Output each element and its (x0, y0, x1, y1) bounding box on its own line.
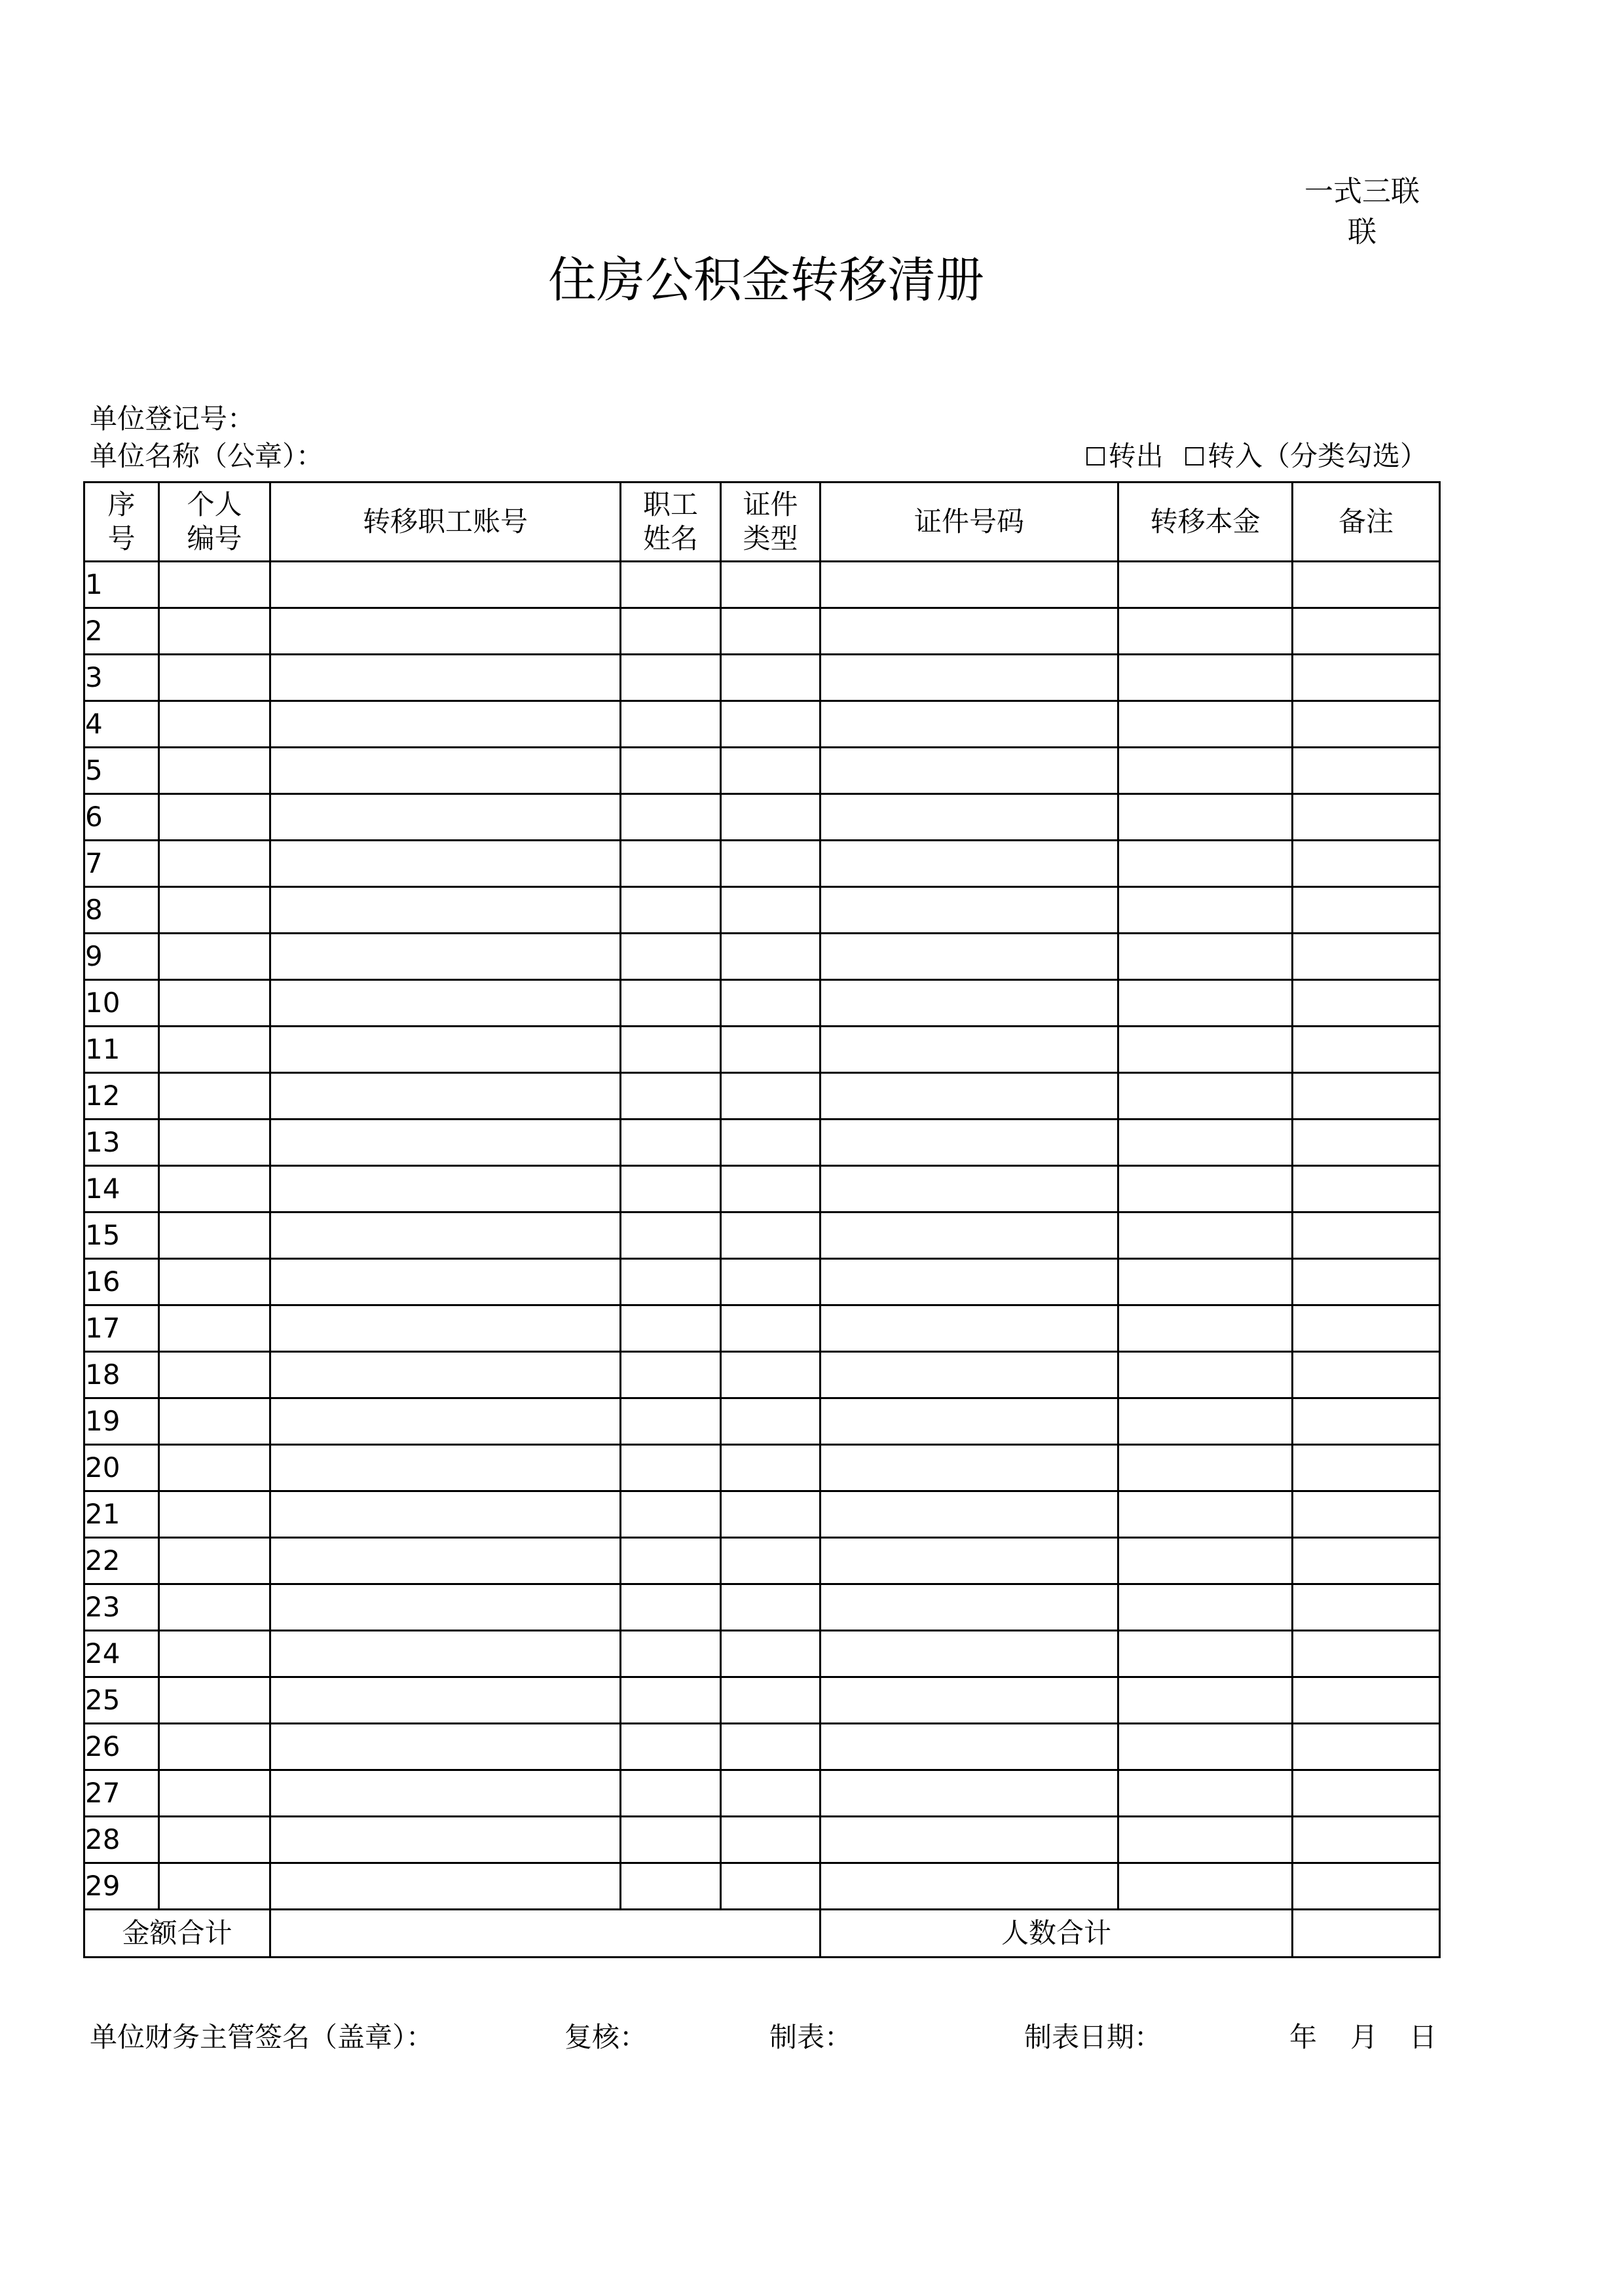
id-type-cell[interactable] (721, 1445, 821, 1491)
personal-no-cell[interactable] (159, 748, 270, 794)
transfer-type-options (1086, 437, 1428, 476)
id-number-cell[interactable] (821, 1724, 1118, 1770)
row-seq-number: 10 (84, 980, 159, 1027)
employee-name-cell[interactable] (621, 1259, 721, 1305)
remark-cell[interactable] (1293, 1120, 1440, 1166)
employee-name-cell[interactable] (621, 1027, 721, 1073)
copies-note-line1: 一式三联 (1304, 175, 1420, 208)
personal-no-cell[interactable] (159, 887, 270, 934)
table-row (84, 1120, 1440, 1166)
copies-note (1280, 172, 1444, 253)
principal-cell[interactable] (1118, 1259, 1293, 1305)
id-number-cell[interactable] (821, 562, 1118, 608)
id-number-cell[interactable] (821, 1863, 1118, 1910)
table-row (84, 1770, 1440, 1817)
header-remark: 备注 (1293, 483, 1440, 562)
table-row (84, 1073, 1440, 1120)
total-count-cell[interactable] (1293, 1910, 1440, 1958)
principal-cell[interactable] (1118, 1352, 1293, 1398)
row-seq-number: 5 (84, 748, 159, 794)
personal-no-cell[interactable] (159, 1120, 270, 1166)
row-seq-number: 23 (84, 1584, 159, 1631)
personal-no-cell[interactable] (159, 841, 270, 887)
account-cell[interactable] (270, 1631, 621, 1677)
id-number-cell[interactable] (821, 1677, 1118, 1724)
account-cell[interactable] (270, 1259, 621, 1305)
row-seq-number: 21 (84, 1491, 159, 1538)
total-count-label: 人数合计 (821, 1910, 1293, 1958)
id-type-cell[interactable] (721, 794, 821, 841)
employee-name-cell[interactable] (621, 1073, 721, 1120)
id-type-cell[interactable] (721, 841, 821, 887)
id-number-cell[interactable] (821, 655, 1118, 701)
table-row (84, 1817, 1440, 1863)
remark-cell[interactable] (1293, 1398, 1440, 1445)
personal-no-cell[interactable] (159, 1584, 270, 1631)
table-row (84, 1398, 1440, 1445)
principal-cell[interactable] (1118, 934, 1293, 980)
row-seq-number: 19 (84, 1398, 159, 1445)
principal-cell[interactable] (1118, 1538, 1293, 1584)
unit-registration-label: 单位登记号： (90, 403, 255, 435)
transfer-in-option[interactable] (1185, 437, 1428, 476)
employee-name-cell[interactable] (621, 1677, 721, 1724)
account-cell[interactable] (270, 1073, 621, 1120)
principal-cell[interactable] (1118, 1445, 1293, 1491)
personal-no-cell[interactable] (159, 1352, 270, 1398)
employee-name-cell[interactable] (621, 655, 721, 701)
id-number-cell[interactable] (821, 748, 1118, 794)
id-type-cell[interactable] (721, 1584, 821, 1631)
employee-name-cell[interactable] (621, 608, 721, 655)
personal-no-cell[interactable] (159, 701, 270, 748)
table-row (84, 1631, 1440, 1677)
table-row (84, 887, 1440, 934)
account-cell[interactable] (270, 1027, 621, 1073)
principal-cell[interactable] (1118, 748, 1293, 794)
account-cell[interactable] (270, 562, 621, 608)
page-title: 住房公积金转移清册 (548, 252, 984, 308)
row-seq-number: 20 (84, 1445, 159, 1491)
id-type-cell[interactable] (721, 934, 821, 980)
id-number-cell[interactable] (821, 1491, 1118, 1538)
personal-no-cell[interactable] (159, 1166, 270, 1212)
personal-no-cell[interactable] (159, 1631, 270, 1677)
remark-cell[interactable] (1293, 1166, 1440, 1212)
header-principal: 转移本金 (1118, 483, 1293, 562)
prepared-date-label: 制表日期： (1024, 2021, 1162, 2053)
principal-cell[interactable] (1118, 1863, 1293, 1910)
employee-name-cell[interactable] (621, 841, 721, 887)
total-amount-cell[interactable] (270, 1910, 821, 1958)
totals-row (84, 1910, 1440, 1958)
account-cell[interactable] (270, 1166, 621, 1212)
personal-no-cell[interactable] (159, 1538, 270, 1584)
row-seq-number: 24 (84, 1631, 159, 1677)
table-row (84, 655, 1440, 701)
id-type-cell[interactable] (721, 1863, 821, 1910)
account-cell[interactable] (270, 794, 621, 841)
remark-cell[interactable] (1293, 1538, 1440, 1584)
table-row (84, 1584, 1440, 1631)
table-row (84, 934, 1440, 980)
employee-name-cell[interactable] (621, 1631, 721, 1677)
account-cell[interactable] (270, 1724, 621, 1770)
id-type-cell[interactable] (721, 1631, 821, 1677)
employee-name-cell[interactable] (621, 1120, 721, 1166)
remark-cell[interactable] (1293, 1863, 1440, 1910)
employee-name-cell[interactable] (621, 701, 721, 748)
table-row (84, 1445, 1440, 1491)
principal-cell[interactable] (1118, 887, 1293, 934)
employee-name-cell[interactable] (621, 1770, 721, 1817)
remark-cell[interactable] (1293, 1677, 1440, 1724)
employee-name-cell[interactable] (621, 748, 721, 794)
remark-cell[interactable] (1293, 608, 1440, 655)
id-number-cell[interactable] (821, 1631, 1118, 1677)
remark-cell[interactable] (1293, 1259, 1440, 1305)
row-seq-number: 14 (84, 1166, 159, 1212)
row-seq-number: 16 (84, 1259, 159, 1305)
id-number-cell[interactable] (821, 1212, 1118, 1259)
id-type-cell[interactable] (721, 1259, 821, 1305)
account-cell[interactable] (270, 934, 621, 980)
employee-name-cell[interactable] (621, 794, 721, 841)
id-type-cell[interactable] (721, 1677, 821, 1724)
employee-name-cell[interactable] (621, 1538, 721, 1584)
employee-name-cell[interactable] (621, 980, 721, 1027)
account-cell[interactable] (270, 1817, 621, 1863)
id-number-cell[interactable] (821, 794, 1118, 841)
row-seq-number: 4 (84, 701, 159, 748)
personal-no-cell[interactable] (159, 934, 270, 980)
remark-cell[interactable] (1293, 748, 1440, 794)
id-type-cell[interactable] (721, 1491, 821, 1538)
row-seq-number: 1 (84, 562, 159, 608)
remark-cell[interactable] (1293, 701, 1440, 748)
row-seq-number: 2 (84, 608, 159, 655)
header-id-number: 证件号码 (821, 483, 1118, 562)
personal-no-cell[interactable] (159, 1259, 270, 1305)
date-month-label: 月 (1350, 2021, 1378, 2053)
row-seq-number: 7 (84, 841, 159, 887)
remark-cell[interactable] (1293, 655, 1440, 701)
account-cell[interactable] (270, 1212, 621, 1259)
principal-cell[interactable] (1118, 701, 1293, 748)
id-number-cell[interactable] (821, 1259, 1118, 1305)
remark-cell[interactable] (1293, 887, 1440, 934)
employee-name-cell[interactable] (621, 887, 721, 934)
account-cell[interactable] (270, 655, 621, 701)
account-cell[interactable] (270, 1863, 621, 1910)
employee-name-cell[interactable] (621, 1817, 721, 1863)
personal-no-cell[interactable] (159, 1817, 270, 1863)
id-type-cell[interactable] (721, 1212, 821, 1259)
employee-name-cell[interactable] (621, 1445, 721, 1491)
account-cell[interactable] (270, 887, 621, 934)
table-row (84, 841, 1440, 887)
personal-no-cell[interactable] (159, 1770, 270, 1817)
id-number-cell[interactable] (821, 1584, 1118, 1631)
transfer-out-label: 转出 (1108, 440, 1164, 472)
id-number-cell[interactable] (821, 887, 1118, 934)
id-number-cell[interactable] (821, 701, 1118, 748)
account-cell[interactable] (270, 1770, 621, 1817)
principal-cell[interactable] (1118, 562, 1293, 608)
remark-cell[interactable] (1293, 1027, 1440, 1073)
remark-cell[interactable] (1293, 1212, 1440, 1259)
personal-no-cell[interactable] (159, 1027, 270, 1073)
personal-no-cell[interactable] (159, 980, 270, 1027)
id-type-cell[interactable] (721, 1770, 821, 1817)
employee-name-cell[interactable] (621, 1584, 721, 1631)
row-seq-number: 6 (84, 794, 159, 841)
review-label: 复核： (564, 2021, 648, 2053)
personal-no-cell[interactable] (159, 1212, 270, 1259)
id-number-cell[interactable] (821, 1352, 1118, 1398)
id-type-cell[interactable] (721, 980, 821, 1027)
principal-cell[interactable] (1118, 794, 1293, 841)
total-amount-label: 金额合计 (84, 1910, 270, 1958)
principal-cell[interactable] (1118, 1770, 1293, 1817)
remark-cell[interactable] (1293, 562, 1440, 608)
personal-no-cell[interactable] (159, 794, 270, 841)
id-type-cell[interactable] (721, 1352, 821, 1398)
header-personal-no: 个人 编号 (159, 483, 270, 562)
principal-cell[interactable] (1118, 655, 1293, 701)
id-type-cell[interactable] (721, 887, 821, 934)
principal-cell[interactable] (1118, 608, 1293, 655)
transfer-in-label: 转入（分类勾选） (1207, 440, 1428, 472)
remark-cell[interactable] (1293, 841, 1440, 887)
personal-no-cell[interactable] (159, 655, 270, 701)
remark-cell[interactable] (1293, 1817, 1440, 1863)
principal-cell[interactable] (1118, 1631, 1293, 1677)
id-type-cell[interactable] (721, 562, 821, 608)
principal-cell[interactable] (1118, 841, 1293, 887)
principal-cell[interactable] (1118, 980, 1293, 1027)
id-type-cell[interactable] (721, 655, 821, 701)
remark-cell[interactable] (1293, 1770, 1440, 1817)
id-number-cell[interactable] (821, 1538, 1118, 1584)
transfer-register-table (83, 481, 1441, 1958)
id-type-cell[interactable] (721, 1398, 821, 1445)
id-type-cell[interactable] (721, 1538, 821, 1584)
row-seq-number: 28 (84, 1817, 159, 1863)
header-id-type: 证件 类型 (721, 483, 821, 562)
employee-name-cell[interactable] (621, 1863, 721, 1910)
employee-name-cell[interactable] (621, 934, 721, 980)
id-type-cell[interactable] (721, 748, 821, 794)
row-seq-number: 15 (84, 1212, 159, 1259)
principal-cell[interactable] (1118, 1817, 1293, 1863)
id-number-cell[interactable] (821, 1073, 1118, 1120)
personal-no-cell[interactable] (159, 1677, 270, 1724)
table-row (84, 794, 1440, 841)
table-row (84, 980, 1440, 1027)
personal-no-cell[interactable] (159, 608, 270, 655)
table-row (84, 562, 1440, 608)
remark-cell[interactable] (1293, 794, 1440, 841)
id-number-cell[interactable] (821, 1398, 1118, 1445)
row-seq-number: 17 (84, 1305, 159, 1352)
account-cell[interactable] (270, 1584, 621, 1631)
account-cell[interactable] (270, 701, 621, 748)
remark-cell[interactable] (1293, 1631, 1440, 1677)
personal-no-cell[interactable] (159, 1305, 270, 1352)
id-number-cell[interactable] (821, 980, 1118, 1027)
remark-cell[interactable] (1293, 980, 1440, 1027)
employee-name-cell[interactable] (621, 1305, 721, 1352)
remark-cell[interactable] (1293, 1445, 1440, 1491)
account-cell[interactable] (270, 841, 621, 887)
row-seq-number: 11 (84, 1027, 159, 1073)
table-row (84, 701, 1440, 748)
header-employee-name: 职工 姓名 (621, 483, 721, 562)
personal-no-cell[interactable] (159, 1073, 270, 1120)
remark-cell[interactable] (1293, 1584, 1440, 1631)
table-row (84, 1212, 1440, 1259)
table-row (84, 748, 1440, 794)
id-type-cell[interactable] (721, 701, 821, 748)
account-cell[interactable] (270, 1120, 621, 1166)
personal-no-cell[interactable] (159, 1724, 270, 1770)
unit-name-label: 单位名称（公章）： (90, 440, 324, 472)
id-number-cell[interactable] (821, 1770, 1118, 1817)
table-row (84, 1724, 1440, 1770)
personal-no-cell[interactable] (159, 1863, 270, 1910)
employee-name-cell[interactable] (621, 1166, 721, 1212)
header-account: 转移职工账号 (270, 483, 621, 562)
principal-cell[interactable] (1118, 1724, 1293, 1770)
copies-note-line2: 联 (1348, 215, 1376, 249)
remark-cell[interactable] (1293, 1724, 1440, 1770)
prepared-by-label: 制表： (769, 2021, 853, 2053)
personal-no-cell[interactable] (159, 1491, 270, 1538)
table-row (84, 1538, 1440, 1584)
id-number-cell[interactable] (821, 1445, 1118, 1491)
id-number-cell[interactable] (821, 1166, 1118, 1212)
remark-cell[interactable] (1293, 1491, 1440, 1538)
principal-cell[interactable] (1118, 1212, 1293, 1259)
account-cell[interactable] (270, 748, 621, 794)
id-type-cell[interactable] (721, 1166, 821, 1212)
id-type-cell[interactable] (721, 1073, 821, 1120)
id-type-cell[interactable] (721, 1027, 821, 1073)
principal-cell[interactable] (1118, 1073, 1293, 1120)
employee-name-cell[interactable] (621, 1724, 721, 1770)
principal-cell[interactable] (1118, 1166, 1293, 1212)
table-row (84, 1166, 1440, 1212)
employee-name-cell[interactable] (621, 1491, 721, 1538)
date-day-label: 日 (1409, 2021, 1437, 2053)
id-number-cell[interactable] (821, 1305, 1118, 1352)
id-type-cell[interactable] (721, 608, 821, 655)
row-seq-number: 13 (84, 1120, 159, 1166)
id-type-cell[interactable] (721, 1817, 821, 1863)
row-seq-number: 3 (84, 655, 159, 701)
remark-cell[interactable] (1293, 1073, 1440, 1120)
header-seq: 序 号 (84, 483, 159, 562)
id-number-cell[interactable] (821, 608, 1118, 655)
table-row (84, 1305, 1440, 1352)
finance-sign-label: 单位财务主管签名（盖章）： (90, 2021, 434, 2053)
account-cell[interactable] (270, 1491, 621, 1538)
row-seq-number: 9 (84, 934, 159, 980)
table-row (84, 608, 1440, 655)
principal-cell[interactable] (1118, 1398, 1293, 1445)
principal-cell[interactable] (1118, 1120, 1293, 1166)
employee-name-cell[interactable] (621, 1212, 721, 1259)
employee-name-cell[interactable] (621, 1398, 721, 1445)
remark-cell[interactable] (1293, 1352, 1440, 1398)
table-row (84, 1259, 1440, 1305)
row-seq-number: 26 (84, 1724, 159, 1770)
table-row (84, 1863, 1440, 1910)
id-number-cell[interactable] (821, 934, 1118, 980)
row-seq-number: 22 (84, 1538, 159, 1584)
account-cell[interactable] (270, 980, 621, 1027)
row-seq-number: 29 (84, 1863, 159, 1910)
personal-no-cell[interactable] (159, 1445, 270, 1491)
transfer-out-checkbox[interactable] (1086, 447, 1105, 465)
id-type-cell[interactable] (721, 1120, 821, 1166)
table-header-row (84, 483, 1440, 562)
principal-cell[interactable] (1118, 1491, 1293, 1538)
remark-cell[interactable] (1293, 1305, 1440, 1352)
table-row (84, 1677, 1440, 1724)
row-seq-number: 25 (84, 1677, 159, 1724)
employee-name-cell[interactable] (621, 562, 721, 608)
id-type-cell[interactable] (721, 1724, 821, 1770)
transfer-out-option[interactable] (1086, 437, 1164, 476)
row-seq-number: 27 (84, 1770, 159, 1817)
account-cell[interactable] (270, 1677, 621, 1724)
personal-no-cell[interactable] (159, 562, 270, 608)
row-seq-number: 8 (84, 887, 159, 934)
personal-no-cell[interactable] (159, 1398, 270, 1445)
row-seq-number: 18 (84, 1352, 159, 1398)
principal-cell[interactable] (1118, 1584, 1293, 1631)
row-seq-number: 12 (84, 1073, 159, 1120)
id-number-cell[interactable] (821, 1817, 1118, 1863)
account-cell[interactable] (270, 1538, 621, 1584)
table-row (84, 1027, 1440, 1073)
account-cell[interactable] (270, 1445, 621, 1491)
transfer-in-checkbox[interactable] (1185, 447, 1204, 465)
signature-footer (90, 2018, 1441, 2057)
employee-name-cell[interactable] (621, 1352, 721, 1398)
date-year-label: 年 (1289, 2021, 1318, 2053)
principal-cell[interactable] (1118, 1305, 1293, 1352)
principal-cell[interactable] (1118, 1677, 1293, 1724)
remark-cell[interactable] (1293, 934, 1440, 980)
id-number-cell[interactable] (821, 1027, 1118, 1073)
account-cell[interactable] (270, 1352, 621, 1398)
principal-cell[interactable] (1118, 1027, 1293, 1073)
account-cell[interactable] (270, 1398, 621, 1445)
table-row (84, 1491, 1440, 1538)
id-number-cell[interactable] (821, 1120, 1118, 1166)
table-row (84, 1352, 1440, 1398)
id-number-cell[interactable] (821, 841, 1118, 887)
account-cell[interactable] (270, 1305, 621, 1352)
id-type-cell[interactable] (721, 1305, 821, 1352)
account-cell[interactable] (270, 608, 621, 655)
